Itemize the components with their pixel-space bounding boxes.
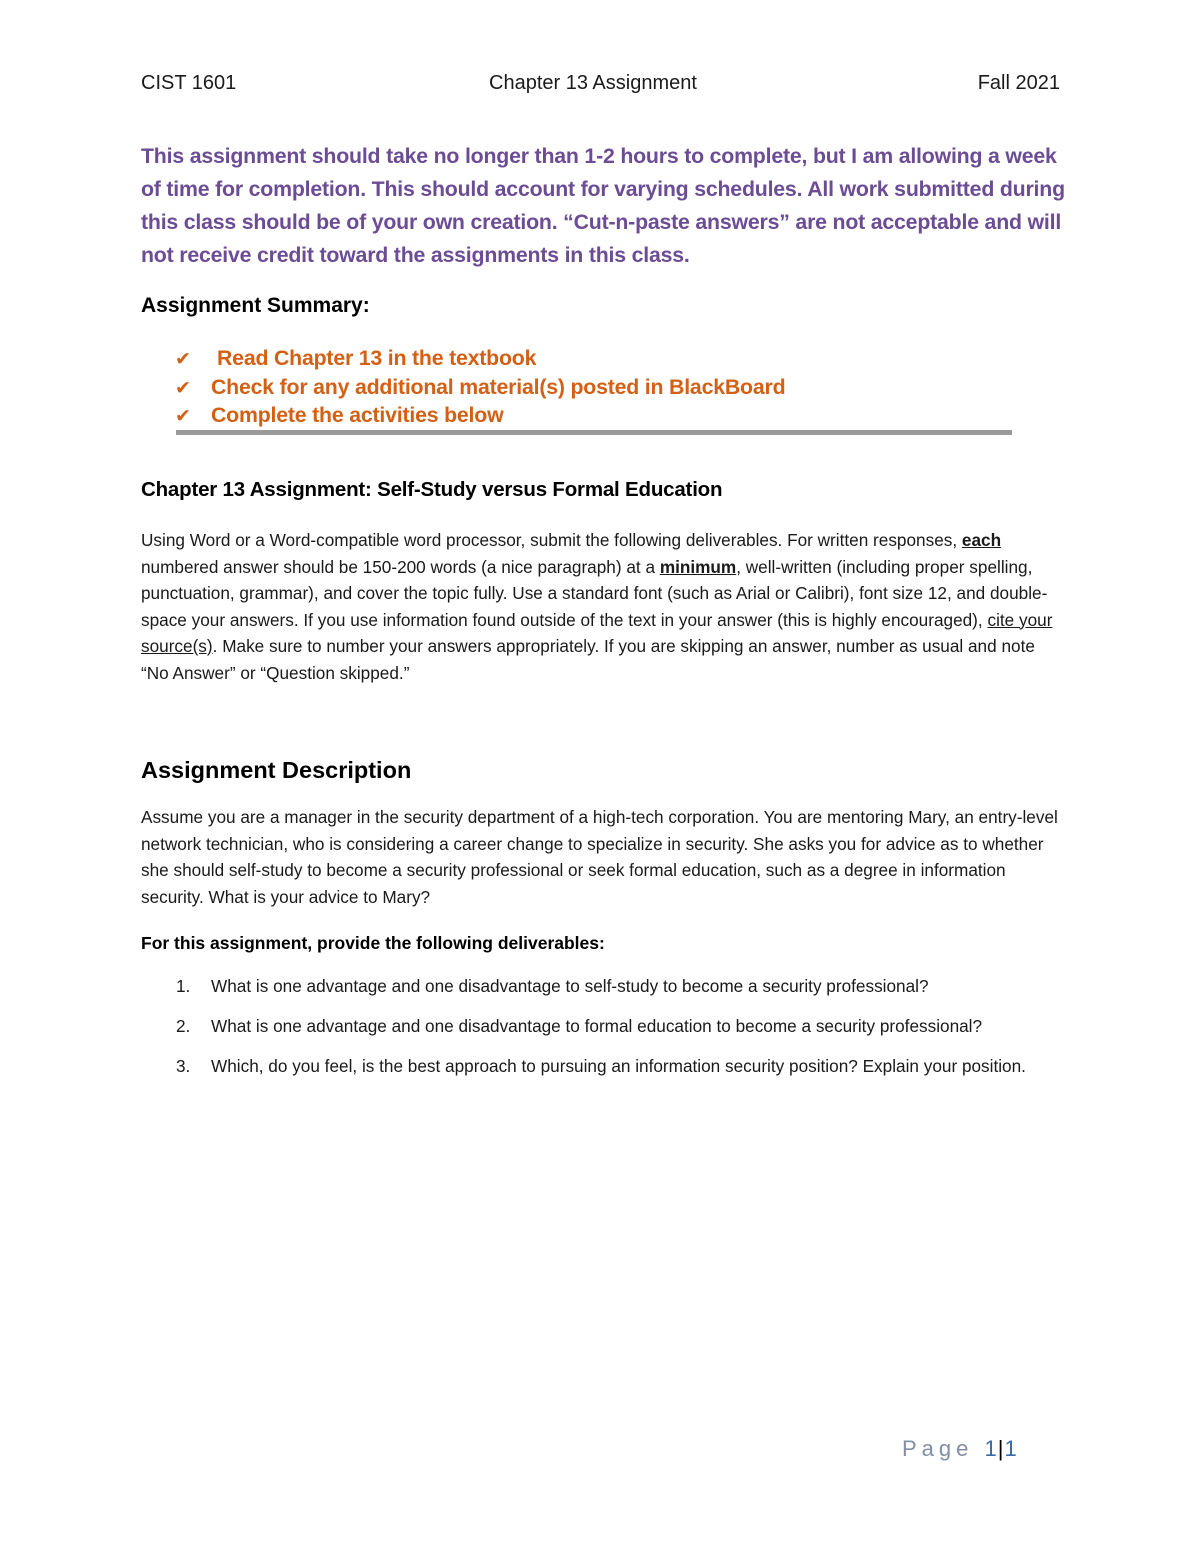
list-item <box>141 1012 1066 1040</box>
question-text: What is one advantage and one disadvantage to self-study to become a security professional? <box>211 976 929 996</box>
checkmark-icon: ✔ <box>175 376 191 399</box>
list-item <box>141 1052 1066 1080</box>
checkmark-icon: ✔ <box>175 348 191 370</box>
checkmark-icon: ✔ <box>175 405 191 427</box>
instructions-text: , well-written (including proper spelling, punctuation, grammar), and cover the topic fully. Use a standard font (such as Arial or Calibri), font size 12, and double-space your answers. If you use information found outside of the text in your answer (this is highly encouraged), <box>141 556 1048 630</box>
emphasis-minimum: minimum <box>659 556 737 577</box>
question-number: 1. <box>176 976 191 996</box>
list-item <box>141 972 1066 1000</box>
intro-paragraph: This assignment should take no longer than 1-2 hours to complete, but I am allowing a week of time for completion. This should account for varying schedules. All work submitted during this class should be of your own creation. “Cut-n-paste answers” are not acceptable and will not receive credit toward the assignments in this class. <box>141 144 1065 267</box>
description-heading: Assignment Description <box>141 757 412 783</box>
page-footer <box>902 1436 1018 1462</box>
summary-checklist <box>175 344 785 430</box>
emphasis-each: each <box>961 530 1002 550</box>
question-number: 2. <box>176 1016 191 1036</box>
summary-item-text: Complete the activities below <box>211 403 504 427</box>
questions-list <box>141 972 1066 1092</box>
summary-item-text: Check for any additional material(s) posted in BlackBoard <box>211 374 786 399</box>
footer-separator: | <box>997 1436 1005 1461</box>
instructions-text: numbered answer should be 150-200 words (a nice paragraph) at a <box>141 556 660 577</box>
horizontal-rule <box>176 430 1012 435</box>
instructions-text: . Make sure to number your answers appropriately. If you are skipping an answer, number as usual and note “No Answer” or “Question skipped.” <box>141 636 1035 683</box>
question-text: Which, do you feel, is the best approach to pursuing an information security position? Explain your position. <box>211 1056 1026 1076</box>
deliverables-heading: For this assignment, provide the following deliverables: <box>141 933 605 953</box>
chapter-heading: Chapter 13 Assignment: Self-Study versus Formal Education <box>141 478 723 501</box>
emphasis-cite: cite your source(s) <box>141 609 1053 656</box>
question-text: What is one advantage and one disadvantage to formal education to become a security professional? <box>211 1016 983 1036</box>
header-course: CIST 1601 <box>141 72 237 94</box>
footer-page-total: 1 <box>1004 1436 1018 1461</box>
header-title: Chapter 13 Assignment <box>489 72 697 94</box>
instructions-text: Using Word or a Word-compatible word processor, submit the following deliverables. For written responses, <box>141 530 962 550</box>
summary-heading: Assignment Summary: <box>141 294 370 317</box>
description-paragraph: Assume you are a manager in the security department of a high-tech corporation. You are mentoring Mary, an entry-level network technician, who is considering a career change to specialize in security. She asks you for advice as to whether she should self-study to become a security professional or seek formal education, such as a degree in information security. What is your advice to Mary? <box>141 807 1058 907</box>
list-item <box>175 344 785 373</box>
list-item <box>175 373 785 402</box>
list-item <box>175 401 785 430</box>
question-number: 3. <box>176 1056 191 1076</box>
header-term: Fall 2021 <box>977 72 1060 94</box>
summary-item-text: Read Chapter 13 in the textbook <box>217 346 537 370</box>
footer-page-label: Page <box>902 1436 974 1461</box>
footer-page-number: 1 <box>984 1436 998 1461</box>
page-header <box>141 72 1060 102</box>
instructions-paragraph <box>141 527 1066 686</box>
